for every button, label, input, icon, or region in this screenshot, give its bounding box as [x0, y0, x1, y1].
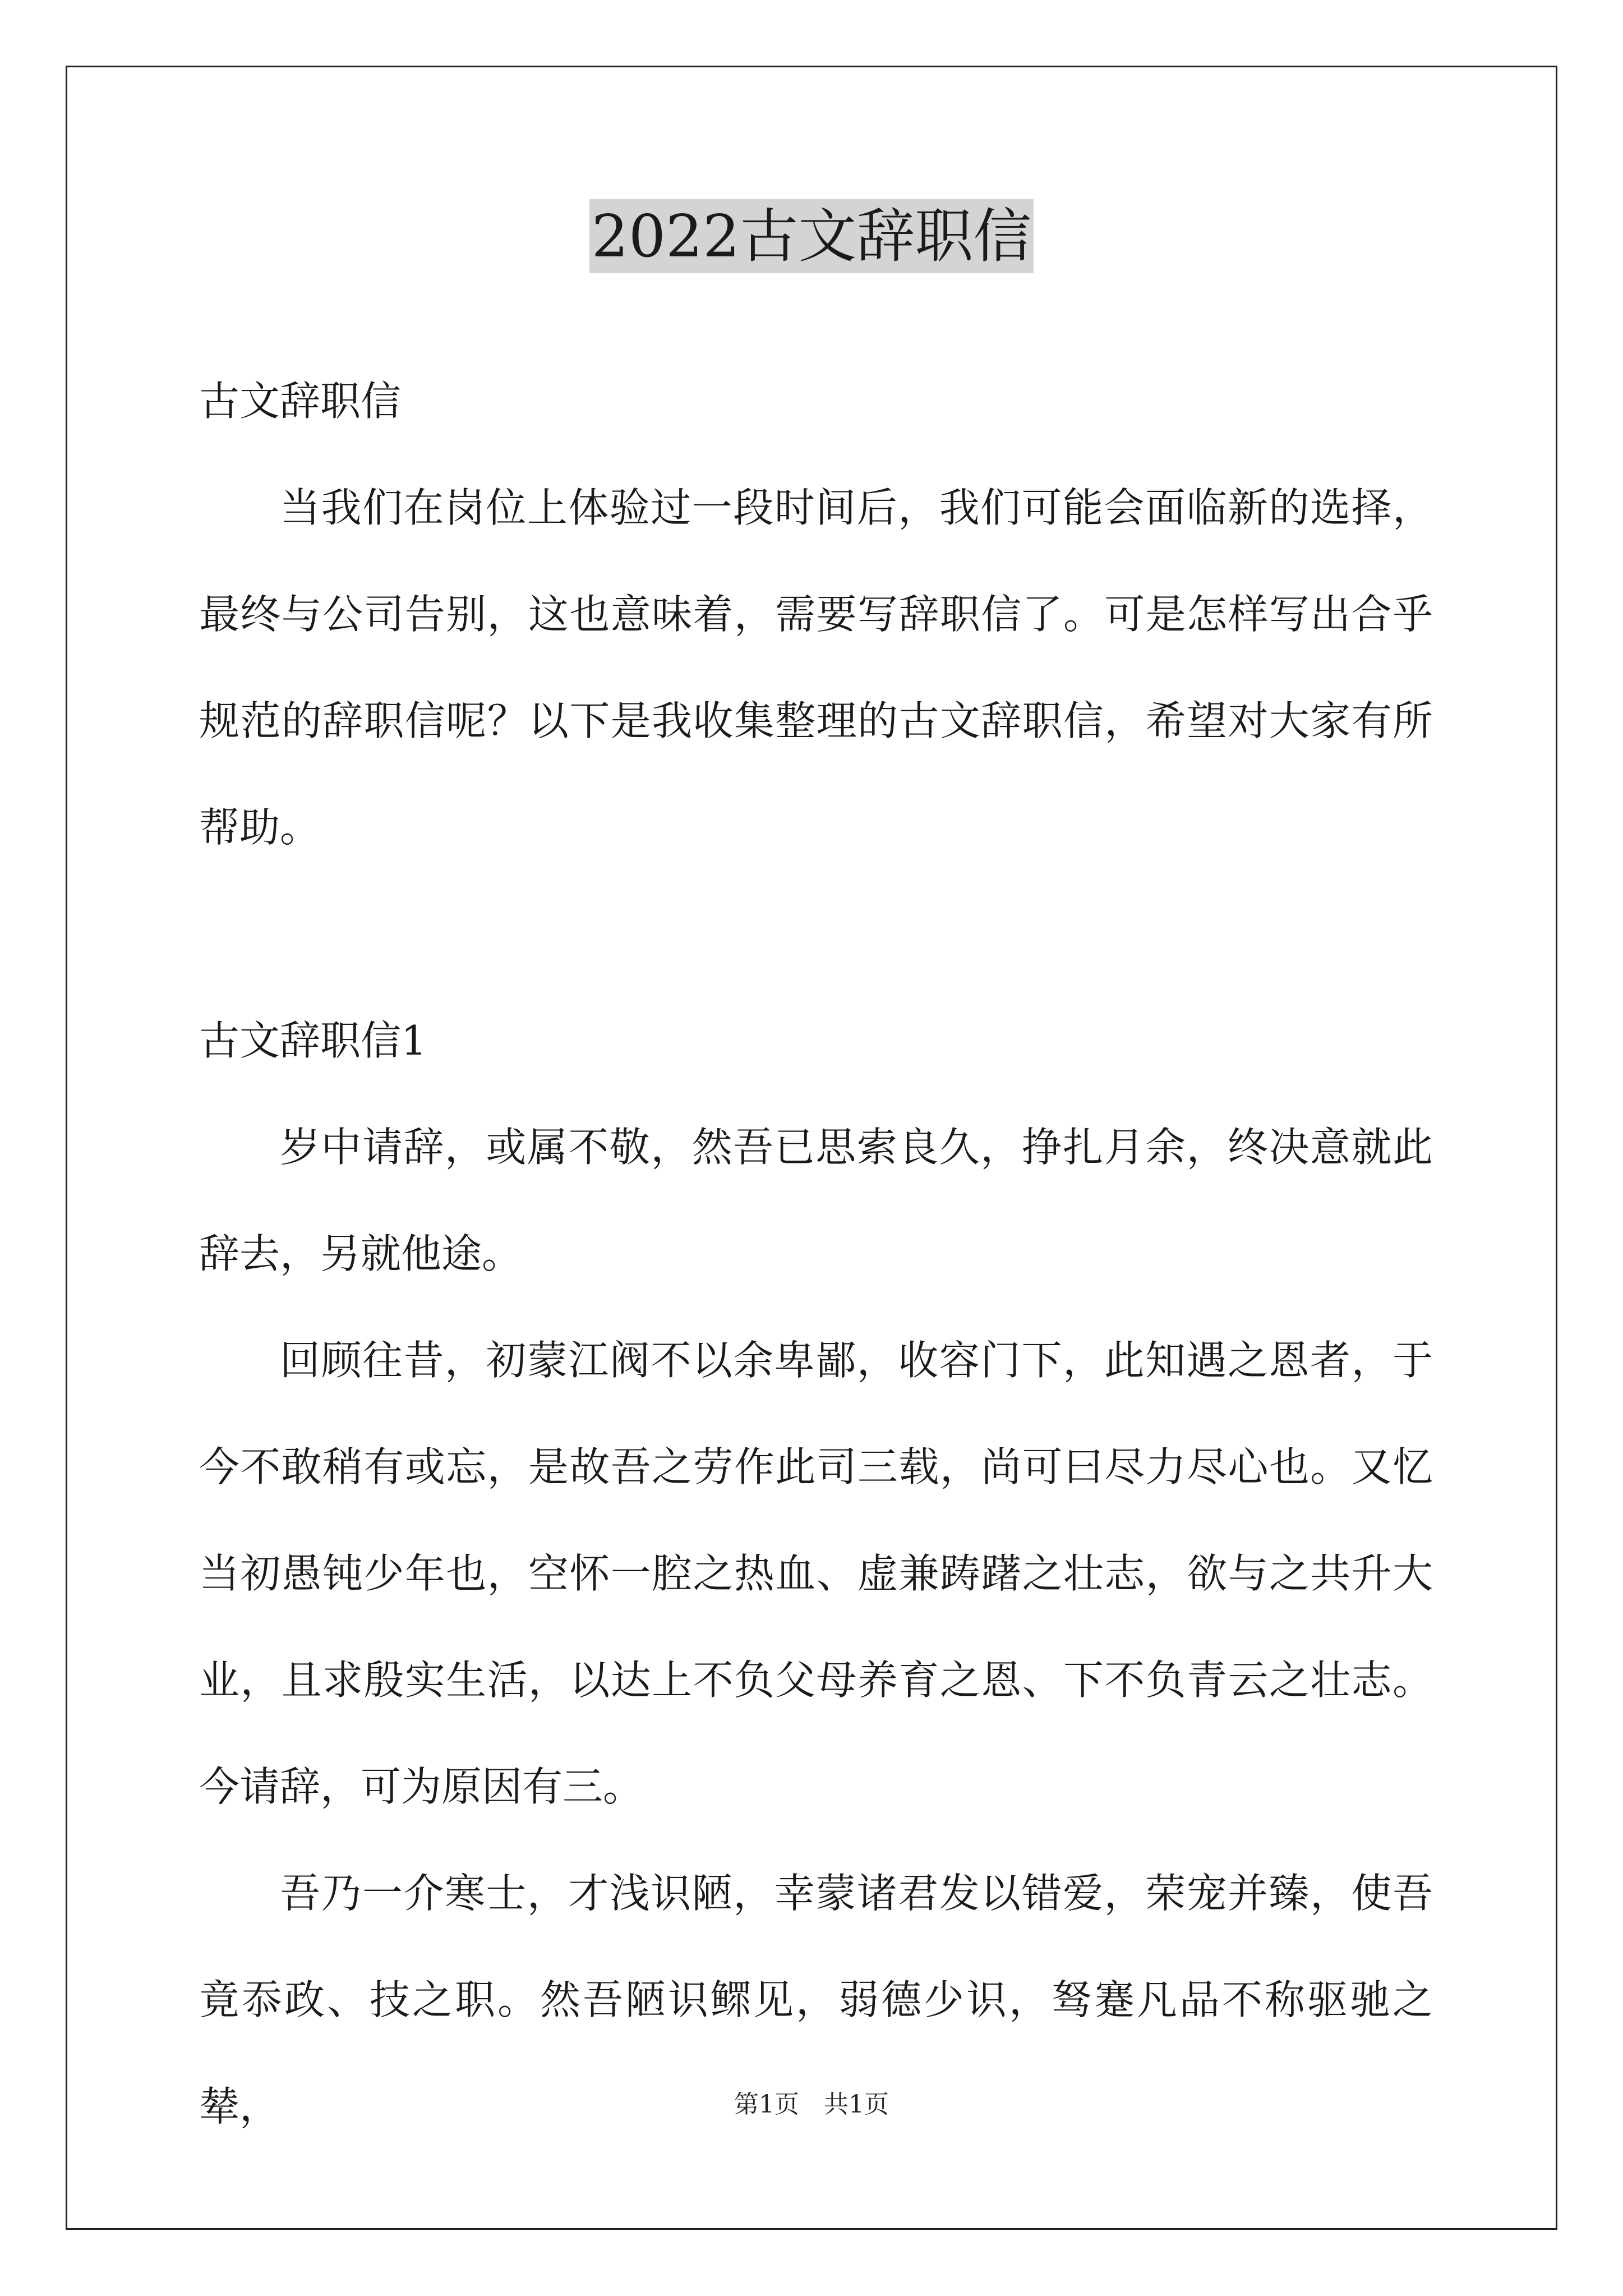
letter1-paragraph-3: 吾乃一介寒士，才浅识陋，幸蒙诸君发以错爱，荣宠并臻，使吾竟忝政、技之职。然吾陋识鳏见，弱德少识，驽蹇凡品不称驱驰之辇，: [199, 1870, 1433, 2130]
intro-heading: 古文辞职信: [199, 378, 402, 425]
intro-paragraph: 当我们在岗位上体验过一段时间后，我们可能会面临新的选择，最终与公司告别，这也意味着，需要写辞职信了。可是怎样写出合乎规范的辞职信呢？以下是我收集整理的古文辞职信，希望对大家有所帮助。: [199, 484, 1433, 851]
letter1-paragraph-2: 回顾往昔，初蒙江阀不以余卑鄙，收容门下，此知遇之恩者，于今不敢稍有或忘，是故吾之劳作此司三载，尚可曰尽力尽心也。又忆当初愚钝少年也，空怀一腔之热血、虚兼踌躇之壮志，欲与之共升大业，且求殷实生活，以达上不负父母养育之恩、下不负青云之壮志。今请辞，可为原因有三。: [199, 1337, 1433, 1810]
page-footer: 第1页 共1页: [734, 2090, 889, 2119]
document-body: [199, 348, 1433, 2160]
letter1-paragraph-1: 岁中请辞，或属不敬，然吾已思索良久，挣扎月余，终决意就此辞去，另就他途。: [199, 1124, 1433, 1277]
letter1-heading: 古文辞职信1: [199, 1017, 427, 1064]
document-title: 2022古文辞职信: [589, 199, 1034, 273]
section-spacer: [199, 881, 1433, 987]
title-container: [0, 199, 1623, 273]
